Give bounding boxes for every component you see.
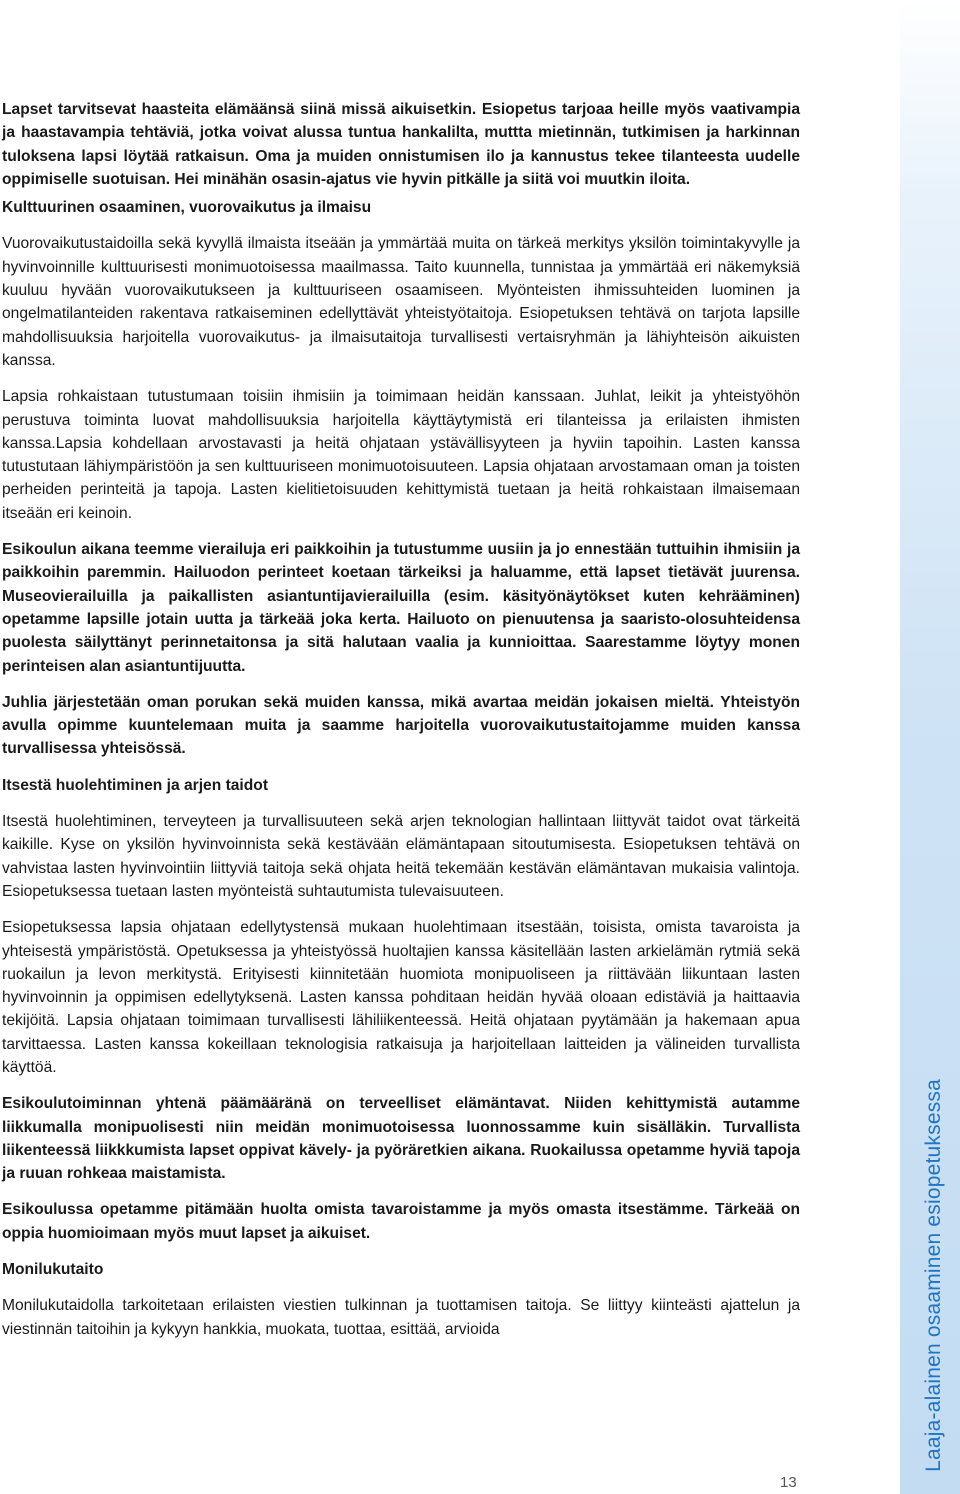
- culture-paragraph-1: Vuorovaikutustaidoilla sekä kyvyllä ilmaista itseään ja ymmärtää muita on tärkeä merkitys yksilön toimintakyvylle ja hyvinvoinnille kulttuurisesti monimuotoisessa maailmassa. Taito kuunnella, tunnistaa ja ymmärtää eri näkemyksiä kuuluu hyvään vuorovaikutukseen ja kulttuuriseen osaamiseen. Myönteisten ihmissuhteiden luominen ja ongelmatilanteiden rakentava ratkaiseminen edellyttävät yhteistyötaitoja. Esiopetuksen tehtävä on tarjota lapsille mahdollisuuksia harjoitella vuorovaikutus- ja ilmaisutaitoja turvallisesti vertaisryhmän ja lähiyhteisön aikuisten kanssa.: [2, 235, 800, 369]
- self-care-paragraph-3: Esikoulutoiminnan yhtenä päämääränä on terveelliset elämäntavat. Niiden kehittymistä autamme liikkumalla monipuolisesti niin meidän monimuotoisessa luonnossamme kuin sisälläkin. Turvallista liikenteessä liikkkumista lapset oppivat kävely- ja pyöräretkien aikana. Ruokailussa opetamme hyviä tapoja ja ruuan rohkeaa maistamista.: [2, 1095, 800, 1183]
- culture-paragraph-2: Lapsia rohkaistaan tutustumaan toisiin ihmisiin ja toimimaan heidän kanssaan. Juhlat, leikit ja yhteistyöhön perustuva toiminta luovat mahdollisuuksia harjoitella käyttäytymistä eri tilanteissa ja erilaisten ihmisten kanssa.Lapsia kohdellaan arvostavasti ja heitä ohjataan ystävällisyyteen ja hyviin tapoihin. Lasten kanssa tutustutaan lähiympäristöön ja sen kulttuuriseen monimuotoisuuteen. Lapsia ohjataan arvostamaan oman ja toisten perheiden perinteitä ja tapoja. Lasten kielitietoisuuden kehittymistä tuetaan ja heitä rohkaistaan ilmaisemaan itseään eri keinoin.: [2, 388, 800, 522]
- page-number: 13: [780, 1474, 797, 1491]
- self-care-paragraph-2: Esiopetuksessa lapsia ohjataan edellytystensä mukaan huolehtimaan itsestään, toisista, omista tavaroista ja yhteisestä ympäristöstä. Opetuksessa ja yhteistyössä huoltajien kanssa käsitellään lasten arkielämän rytmiä sekä ruokailun ja levon merkitystä. Erityisesti kiinnitetään huomiota monipuoliseen ja riittävään liikuntaan lasten hyvinvoinnin ja oppimisen edellytyksenä. Lasten kanssa pohditaan heidän hyvää oloaan edistäviä ja haittaavia tekijöitä. Lapsia ohjataan toimimaan turvallisesti lähiliikenteessä. Heitä ohjataan pyytämään ja hakemaan apua tarvittaessa. Lasten kanssa kokeillaan teknologisia ratkaisuja ja harjoitellaan laitteiden ja välineiden turvallista käyttöä.: [2, 919, 800, 1076]
- sidebar-title: Laaja-alainen osaaminen esiopetuksessa: [922, 1079, 945, 1472]
- heading-self-care: Itsestä huolehtiminen ja arjen taidot: [2, 776, 269, 794]
- culture-paragraph-3: Esikoulun aikana teemme vierailuja eri paikkoihin ja tutustumme uusiin ja jo ennestään tuttuihin ihmisiin ja paikkoihin paremmin. Hailuodon perinteet koetaan tärkeiksi ja haluamme, että lapset tietävät juurensa. Museovierailuilla ja paikallisten asiantuntijavierailuilla (esim. käsityönäytökset kuten kehrääminen) opetamme lapsille jotain uutta ja tärkeää joka kerta. Hailuoto on pienuutensa ja saaristo-olosuhteidensa puolesta säilyttänyt perinnetaitonsa ja sitä halutaan vaalia ja kunnioittaa. Saarestamme löytyy monen perinteisen alan asiantuntijuutta.: [2, 541, 800, 675]
- multiliteracy-paragraph-1: Monilukutaidolla tarkoitetaan erilaisten viestien tulkinnan ja tuottamisen taitoja. Se liittyy kiinteästi ajattelun ja viestinnän taitoihin ja kykyyn hankkia, muokata, tuottaa, esittää, arvioida: [2, 1297, 800, 1338]
- heading-culture: Kulttuurinen osaaminen, vuorovaikutus ja ilmaisu: [2, 199, 372, 217]
- intro-paragraph: Lapset tarvitsevat haasteita elämäänsä siinä missä aikuisetkin. Esiopetus tarjoaa heille myös vaativampia ja haastavampia tehtäviä, jotka voivat alussa tuntua hankalilta, muttta mietinnän, tutkimisen ja harkinnan tuloksena lapsi löytää ratkaisun. Oma ja muiden onnistumisen ilo ja kannustus tekee tilanteesta uudelle oppimiselle suotuisan. Hei minähän osasin-ajatus vie hyvin pitkälle ja siitä voi muutkin iloita.: [2, 101, 800, 188]
- self-care-paragraph-1: Itsestä huolehtiminen, terveyteen ja turvallisuuteen sekä arjen teknologian hallintaan liittyvät taidot ovat tärkeitä kaikille. Kyse on yksilön hyvinvoinnista sekä kestävään elämäntapaan sitoutumisesta. Esiopetuksen tehtävä on vahvistaa lasten hyvinvointiin liittyviä taitoja sekä ohjata heitä tekemään kestävän elämäntavan mukaisia valintoja. Esiopetuksessa tuetaan lasten myönteistä suhtautumista tulevaisuuteen.: [2, 813, 800, 900]
- page-content: [2, 98, 800, 1354]
- culture-paragraph-4: Juhlia järjestetään oman porukan sekä muiden kanssa, mikä avartaa meidän jokaisen mieltä. Yhteistyön avulla opimme kuuntelemaan muita ja saamme harjoitella vuorovaikutustaitojamme muiden kanssa turvallisessa yhteisössä.: [2, 693, 800, 758]
- heading-multiliteracy: Monilukutaito: [2, 1261, 104, 1279]
- self-care-paragraph-4: Esikoulussa opetamme pitämään huolta omista tavaroistamme ja myös omasta itsestämme. Tärkeää on oppia huomioimaan myös muut lapset ja aikuiset.: [2, 1201, 800, 1242]
- sidebar-band: [900, 0, 960, 1494]
